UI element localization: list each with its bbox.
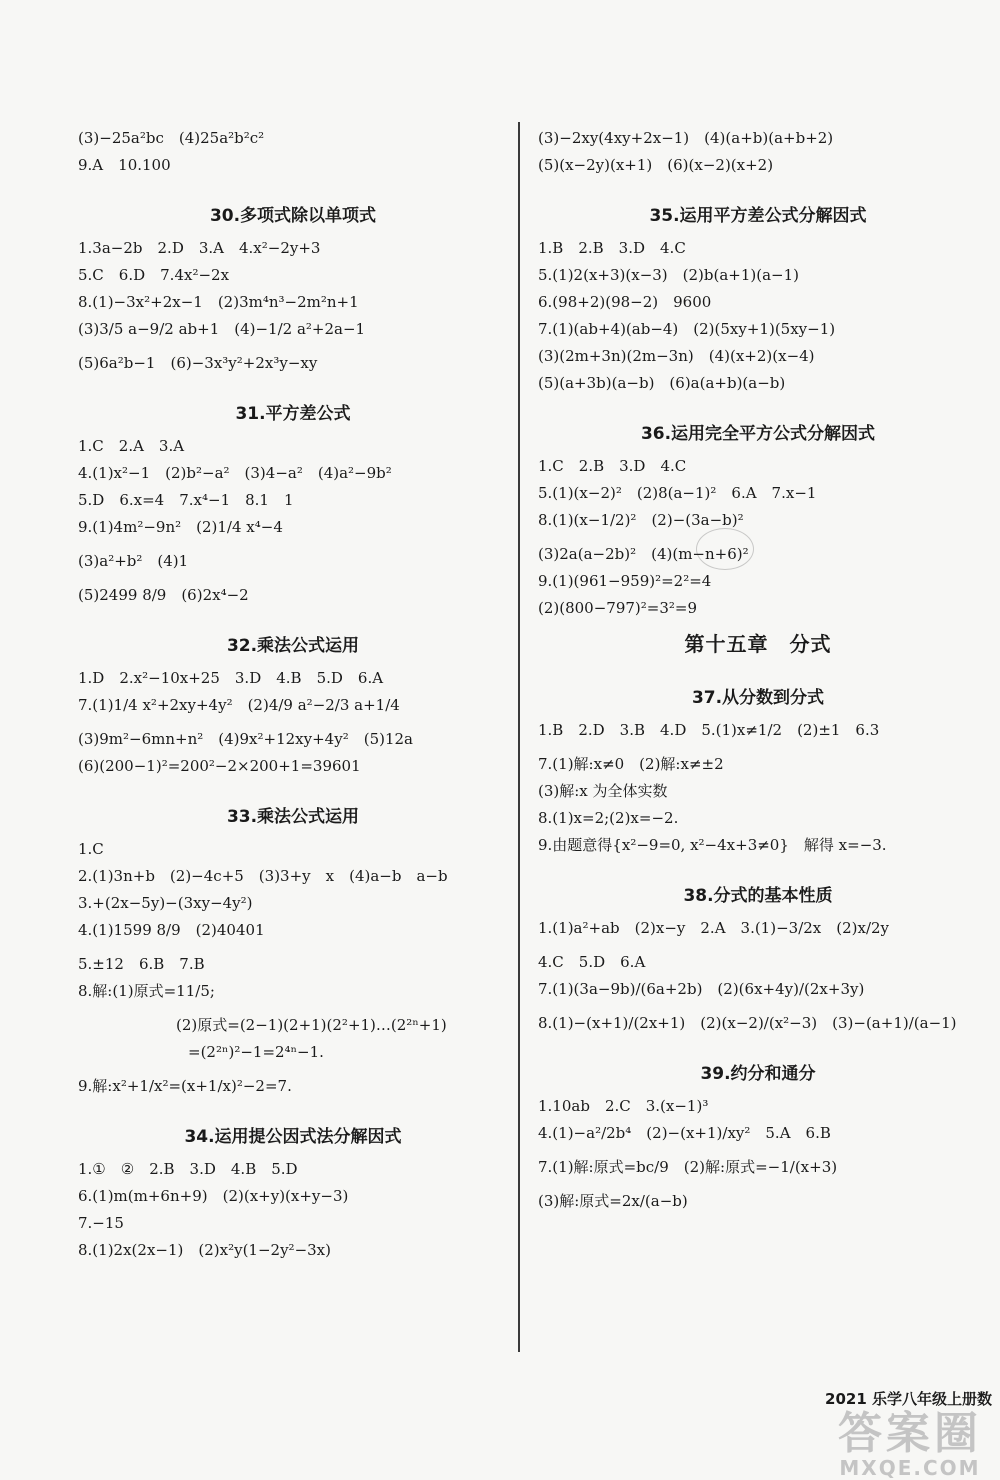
answer-line: (3)3/5 a−9/2 ab+1 (4)−1/2 a²+2a−1 xyxy=(78,320,366,338)
section-title-33: 33.乘法公式运用 xyxy=(226,807,360,827)
section-title-35: 35.运用平方差公式分解因式 xyxy=(649,206,867,226)
answer-line: 7.−15 xyxy=(78,1214,124,1232)
site-watermark xyxy=(838,1408,982,1480)
answer-line: (3)(2m+3n)(2m−3n) (4)(x+2)(x−4) xyxy=(538,347,815,365)
watermark-url: MXQE.COM xyxy=(839,1456,981,1480)
answer-line: 7.(1)(3a−9b)/(6a+2b) (2)(6x+4y)/(2x+3y) xyxy=(538,980,865,998)
answer-line: 4.(1)x²−1 (2)b²−a² (3)4−a² (4)a²−9b² xyxy=(78,464,392,482)
answer-line: 4.(1)−a²/2b⁴ (2)−(x+1)/xy² 5.A 6.B xyxy=(538,1124,831,1142)
section-title-37: 37.从分数到分式 xyxy=(691,688,825,708)
answer-line: =(2²ⁿ)²−1=2⁴ⁿ−1. xyxy=(188,1043,324,1061)
answer-line: 6.(1)m(m+6n+9) (2)(x+y)(x+y−3) xyxy=(78,1187,349,1205)
answer-line: (2)原式=(2−1)(2+1)(2²+1)…(2²ⁿ+1) xyxy=(176,1016,447,1034)
answer-line: 8.(1)(x−1/2)² (2)−(3a−b)² xyxy=(538,511,744,529)
answer-line: 9.A 10.100 xyxy=(78,156,171,174)
answer-line: 4.C 5.D 6.A xyxy=(538,953,646,971)
answer-line: 1.B 2.B 3.D 4.C xyxy=(538,239,686,257)
answer-line: 8.(1)2x(2x−1) (2)x²y(1−2y²−3x) xyxy=(78,1241,331,1259)
answer-line: 8.解:(1)原式=11/5; xyxy=(78,982,215,1000)
answer-line: (3)解:x 为全体实数 xyxy=(538,782,668,800)
left-column xyxy=(78,128,508,1267)
section-title-34: 34.运用提公因式法分解因式 xyxy=(184,1127,402,1147)
section-title-30: 30.多项式除以单项式 xyxy=(209,206,377,226)
right-column xyxy=(538,128,978,1218)
answer-line: (5)2499 8/9 (6)2x⁴−2 xyxy=(78,586,249,604)
answer-line: 1.3a−2b 2.D 3.A 4.x²−2y+3 xyxy=(78,239,321,257)
section-title-38: 38.分式的基本性质 xyxy=(683,886,833,906)
answer-line: (3)9m²−6mn+n² (4)9x²+12xy+4y² (5)12a xyxy=(78,730,413,748)
section-title-39: 39.约分和通分 xyxy=(700,1064,816,1084)
answer-line: (5)6a²b−1 (6)−3x³y²+2x³y−xy xyxy=(78,354,318,372)
answer-line: 1.C xyxy=(78,840,104,858)
answer-line: 7.(1)1/4 x²+2xy+4y² (2)4/9 a²−2/3 a+1/4 xyxy=(78,696,400,714)
section-title-36: 36.运用完全平方公式分解因式 xyxy=(640,424,876,444)
answer-line: 4.(1)1599 8/9 (2)40401 xyxy=(78,921,265,939)
answer-line: 5.D 6.x=4 7.x⁴−1 8.1 1 xyxy=(78,491,294,509)
answer-line: 5.C 6.D 7.4x²−2x xyxy=(78,266,230,284)
answer-line: 8.(1)−3x²+2x−1 (2)3m⁴n³−2m²n+1 xyxy=(78,293,359,311)
answer-line: 1.B 2.D 3.B 4.D 5.(1)x≠1/2 (2)±1 6.3 xyxy=(538,721,880,739)
answer-line: 6.(98+2)(98−2) 9600 xyxy=(538,293,712,311)
answer-line: (3)解:原式=2x/(a−b) xyxy=(538,1192,688,1210)
answer-line: 8.(1)x=2;(2)x=−2. xyxy=(538,809,679,827)
answer-line: 8.(1)−(x+1)/(2x+1) (2)(x−2)/(x²−3) (3)−(a+1)/(a−1) xyxy=(538,1014,957,1032)
column-divider xyxy=(518,122,520,1352)
answer-line: 1.① ② 2.B 3.D 4.B 5.D xyxy=(78,1160,298,1178)
answer-line: 5.(1)2(x+3)(x−3) (2)b(a+1)(a−1) xyxy=(538,266,800,284)
answer-line: 3.+(2x−5y)−(3xy−4y²) xyxy=(78,894,253,912)
answer-line: (2)(800−797)²=3²=9 xyxy=(538,599,698,617)
answer-line: 7.(1)解:原式=bc/9 (2)解:原式=−1/(x+3) xyxy=(538,1158,838,1176)
answer-line: 9.解:x²+1/x²=(x+1/x)²−2=7. xyxy=(78,1077,292,1095)
section-title-32: 32.乘法公式运用 xyxy=(226,636,360,656)
answer-line: 1.C 2.A 3.A xyxy=(78,437,185,455)
answer-line: 1.C 2.B 3.D 4.C xyxy=(538,457,687,475)
answer-line: (3)2a(a−2b)² (4)(m−n+6)² xyxy=(538,545,749,563)
answer-line: 5.±12 6.B 7.B xyxy=(78,955,205,973)
answer-line: 7.(1)(ab+4)(ab−4) (2)(5xy+1)(5xy−1) xyxy=(538,320,836,338)
watermark-logo: 答案圈 xyxy=(838,1408,982,1459)
answer-line: 9.(1)(961−959)²=2²=4 xyxy=(538,572,712,590)
answer-line: 1.D 2.x²−10x+25 3.D 4.B 5.D 6.A xyxy=(78,669,384,687)
section-title-31: 31.平方差公式 xyxy=(235,404,351,424)
answer-line: 2.(1)3n+b (2)−4c+5 (3)3+y x (4)a−b a−b xyxy=(78,867,448,885)
answer-line: (5)(x−2y)(x+1) (6)(x−2)(x+2) xyxy=(538,156,774,174)
answer-line: 7.(1)解:x≠0 (2)解:x≠±2 xyxy=(538,755,724,773)
answer-line: (5)(a+3b)(a−b) (6)a(a+b)(a−b) xyxy=(538,374,786,392)
answer-line: 9.由题意得{x²−9=0, x²−4x+3≠0} 解得 x=−3. xyxy=(538,836,887,854)
chapter-title: 第十五章 分式 xyxy=(684,632,832,656)
answer-line: 5.(1)(x−2)² (2)8(a−1)² 6.A 7.x−1 xyxy=(538,484,817,502)
answer-line: (3)−25a²bc (4)25a²b²c² xyxy=(78,129,265,147)
answer-line: (6)(200−1)²=200²−2×200+1=39601 xyxy=(78,757,361,775)
answer-line: 9.(1)4m²−9n² (2)1/4 x⁴−4 xyxy=(78,518,283,536)
answer-line: (3)a²+b² (4)1 xyxy=(78,552,189,570)
answer-line: (3)−2xy(4xy+2x−1) (4)(a+b)(a+b+2) xyxy=(538,129,834,147)
answer-line: 1.(1)a²+ab (2)x−y 2.A 3.(1)−3/2x (2)x/2y xyxy=(538,919,890,937)
answer-line: 1.10ab 2.C 3.(x−1)³ xyxy=(538,1097,709,1115)
page-footer: 2021 乐学八年级上册数 xyxy=(825,1390,992,1408)
